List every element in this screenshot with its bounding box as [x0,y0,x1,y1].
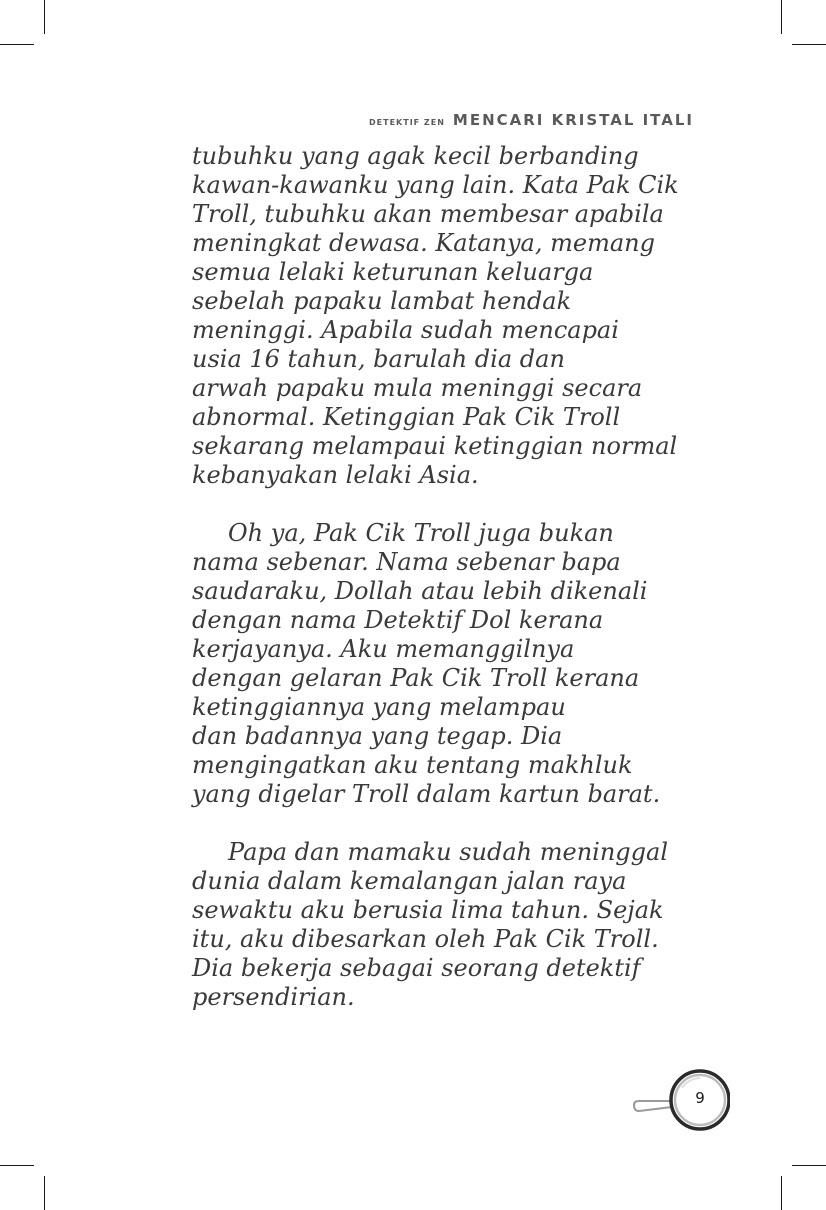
paragraph-2 [192,519,680,809]
text-line: sekarang melampaui ketinggian normal [192,432,678,460]
text-line: saudaraku, Dollah atau lebih dikenali [192,577,648,605]
crop-mark-top-right-horizontal [792,44,826,45]
text-line: dunia dalam kemalangan jalan raya [192,867,627,895]
crop-mark-bottom-right-vertical [781,1176,782,1210]
text-line: arwah papaku mula meninggi secara [192,374,643,402]
crop-mark-bottom-left-vertical [44,1176,45,1210]
header-series: DETEKTIF ZEN [369,118,445,127]
text-line: kawan-kawanku yang lain. Kata Pak Cik [192,171,679,199]
text-line: dan badannya yang tegap. Dia [192,722,563,750]
page-number-badge [630,1068,730,1132]
text-line: usia 16 tahun, barulah dia dan [192,345,565,373]
text-line: itu, aku dibesarkan oleh Pak Cik Troll. [192,925,659,953]
header-book-title: MENCARI KRISTAL ITALI [452,111,694,129]
text-line: sebelah papaku lambat hendak [192,287,572,315]
text-line: meningkat dewasa. Katanya, memang [192,229,655,257]
text-line: dengan gelaran Pak Cik Troll kerana [192,664,640,692]
text-line: kerjayanya. Aku memanggilnya [192,635,575,663]
text-line: Oh ya, Pak Cik Troll juga bukan [228,519,614,547]
text-line: tubuhku yang agak kecil berbanding [192,142,639,170]
body-text [192,142,680,1012]
crop-mark-top-left-vertical [44,0,45,34]
crop-mark-bottom-left-horizontal [0,1165,34,1166]
text-line: kebanyakan lelaki Asia. [192,461,479,489]
crop-mark-top-right-vertical [781,0,782,34]
text-line: nama sebenar. Nama sebenar bapa [192,548,621,576]
crop-mark-top-left-horizontal [0,44,34,45]
text-line: persendirian. [192,983,355,1011]
crop-mark-bottom-right-horizontal [792,1165,826,1166]
text-line: yang digelar Troll dalam kartun barat. [192,780,661,808]
paragraph-3 [192,838,680,1012]
text-line: abnormal. Ketinggian Pak Cik Troll [192,403,621,431]
text-line: Papa dan mamaku sudah meninggal [228,838,668,866]
text-line: sewaktu aku berusia lima tahun. Sejak [192,896,664,924]
page-number: 9 [695,1089,705,1107]
running-header [369,111,694,129]
text-line: semua lelaki keturunan keluarga [192,258,594,286]
text-line: Dia bekerja sebagai seorang detektif [192,954,641,982]
paragraph-1 [192,142,680,490]
magnifying-glass-icon [630,1068,730,1132]
text-line: dengan nama Detektif Dol kerana [192,606,604,634]
text-line: meninggi. Apabila sudah mencapai [192,316,619,344]
text-line: ketinggiannya yang melampau [192,693,566,721]
text-line: mengingatkan aku tentang makhluk [192,751,633,779]
text-line: Troll, tubuhku akan membesar apabila [192,200,664,228]
